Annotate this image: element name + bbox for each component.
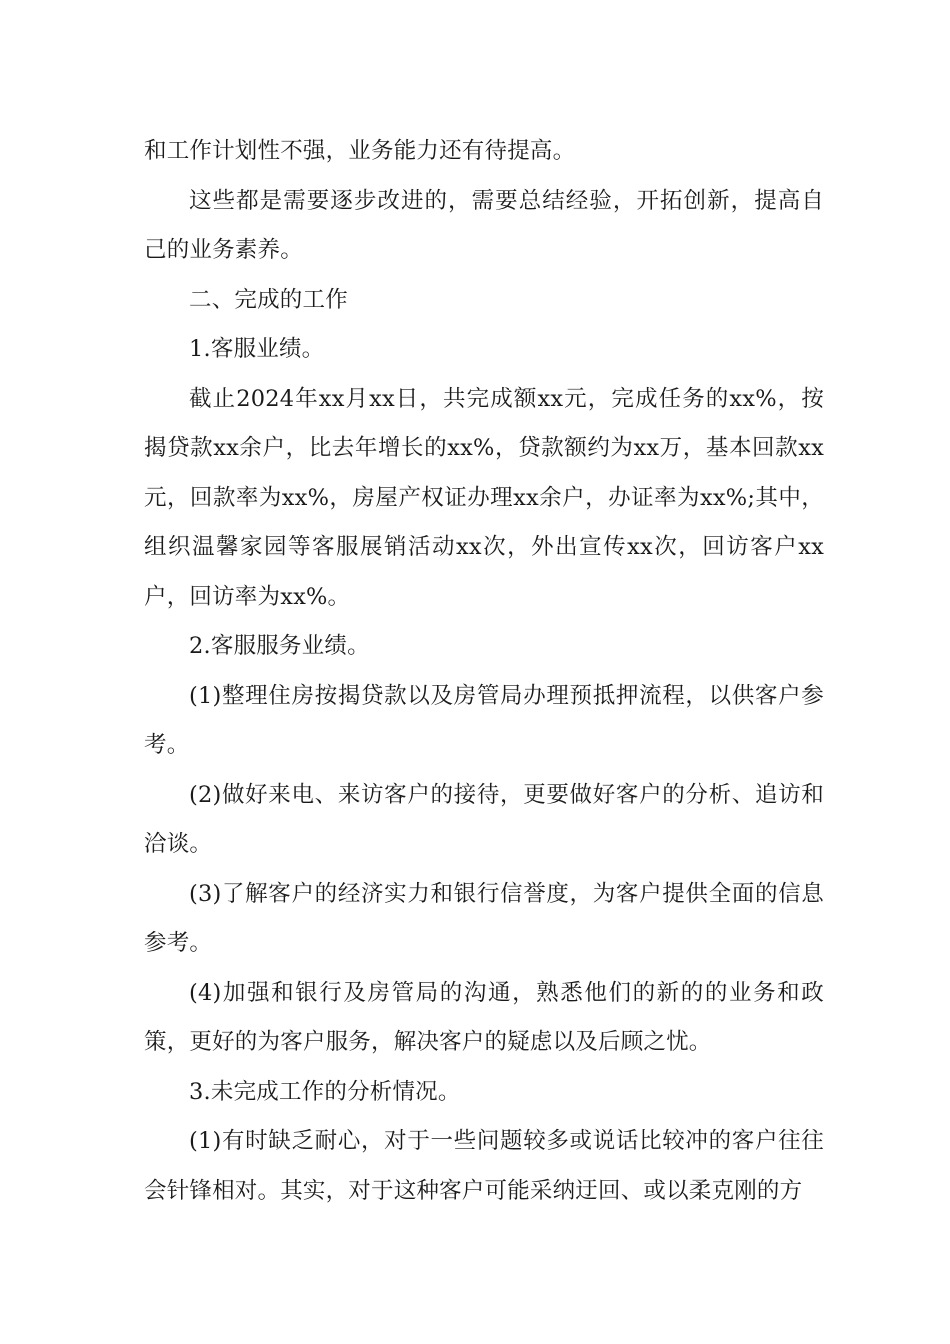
- subheading-service-performance: 2.客服服务业绩。: [189, 633, 370, 659]
- paragraph-improvement: 这些都是需要逐步改进的，需要总结经验，开拓创新，提高自己的业务素养。: [144, 187, 824, 263]
- list-item-3: (3)了解客户的经济实力和银行信誉度，为客户提供全面的信息参考。: [144, 880, 824, 956]
- document-body: [144, 127, 824, 1216]
- list-item-4: (4)加强和银行及房管局的沟通，熟悉他们的新的的业务和政策，更好的为客户服务，解决客户的疑虑以及后顾之忧。: [144, 979, 824, 1055]
- paragraph-performance-figures: 截止2024年xx月xx日，共完成额xx元，完成任务的xx%，按揭贷款xx余户，比去年增长的xx%，贷款额约为xx万，基本回款xx元，回款率为xx%，房屋产权证办理xx余户，办证率为xx%;其中，组织温馨家园等客服展销活动xx次，外出宣传xx次，回访客户xx户，回访率为xx%。: [144, 385, 824, 610]
- paragraph-continuation: 和工作计划性不强，业务能力还有待提高。: [144, 138, 576, 164]
- section-heading-completed-work: 二、完成的工作: [189, 286, 348, 313]
- subheading-customer-service-performance: 1.客服业绩。: [189, 336, 325, 362]
- list-item-unfinished-1: (1)有时缺乏耐心，对于一些问题较多或说话比较冲的客户往往会针锋相对。其实，对于这种客户可能采纳迂回、或以柔克刚的方: [144, 1128, 824, 1204]
- list-item-2: (2)做好来电、来访客户的接待，更要做好客户的分析、追访和洽谈。: [144, 781, 824, 857]
- subheading-unfinished-analysis: 3.未完成工作的分析情况。: [189, 1078, 461, 1105]
- list-item-1: (1)整理住房按揭贷款以及房管局办理预抵押流程，以供客户参考。: [144, 682, 824, 758]
